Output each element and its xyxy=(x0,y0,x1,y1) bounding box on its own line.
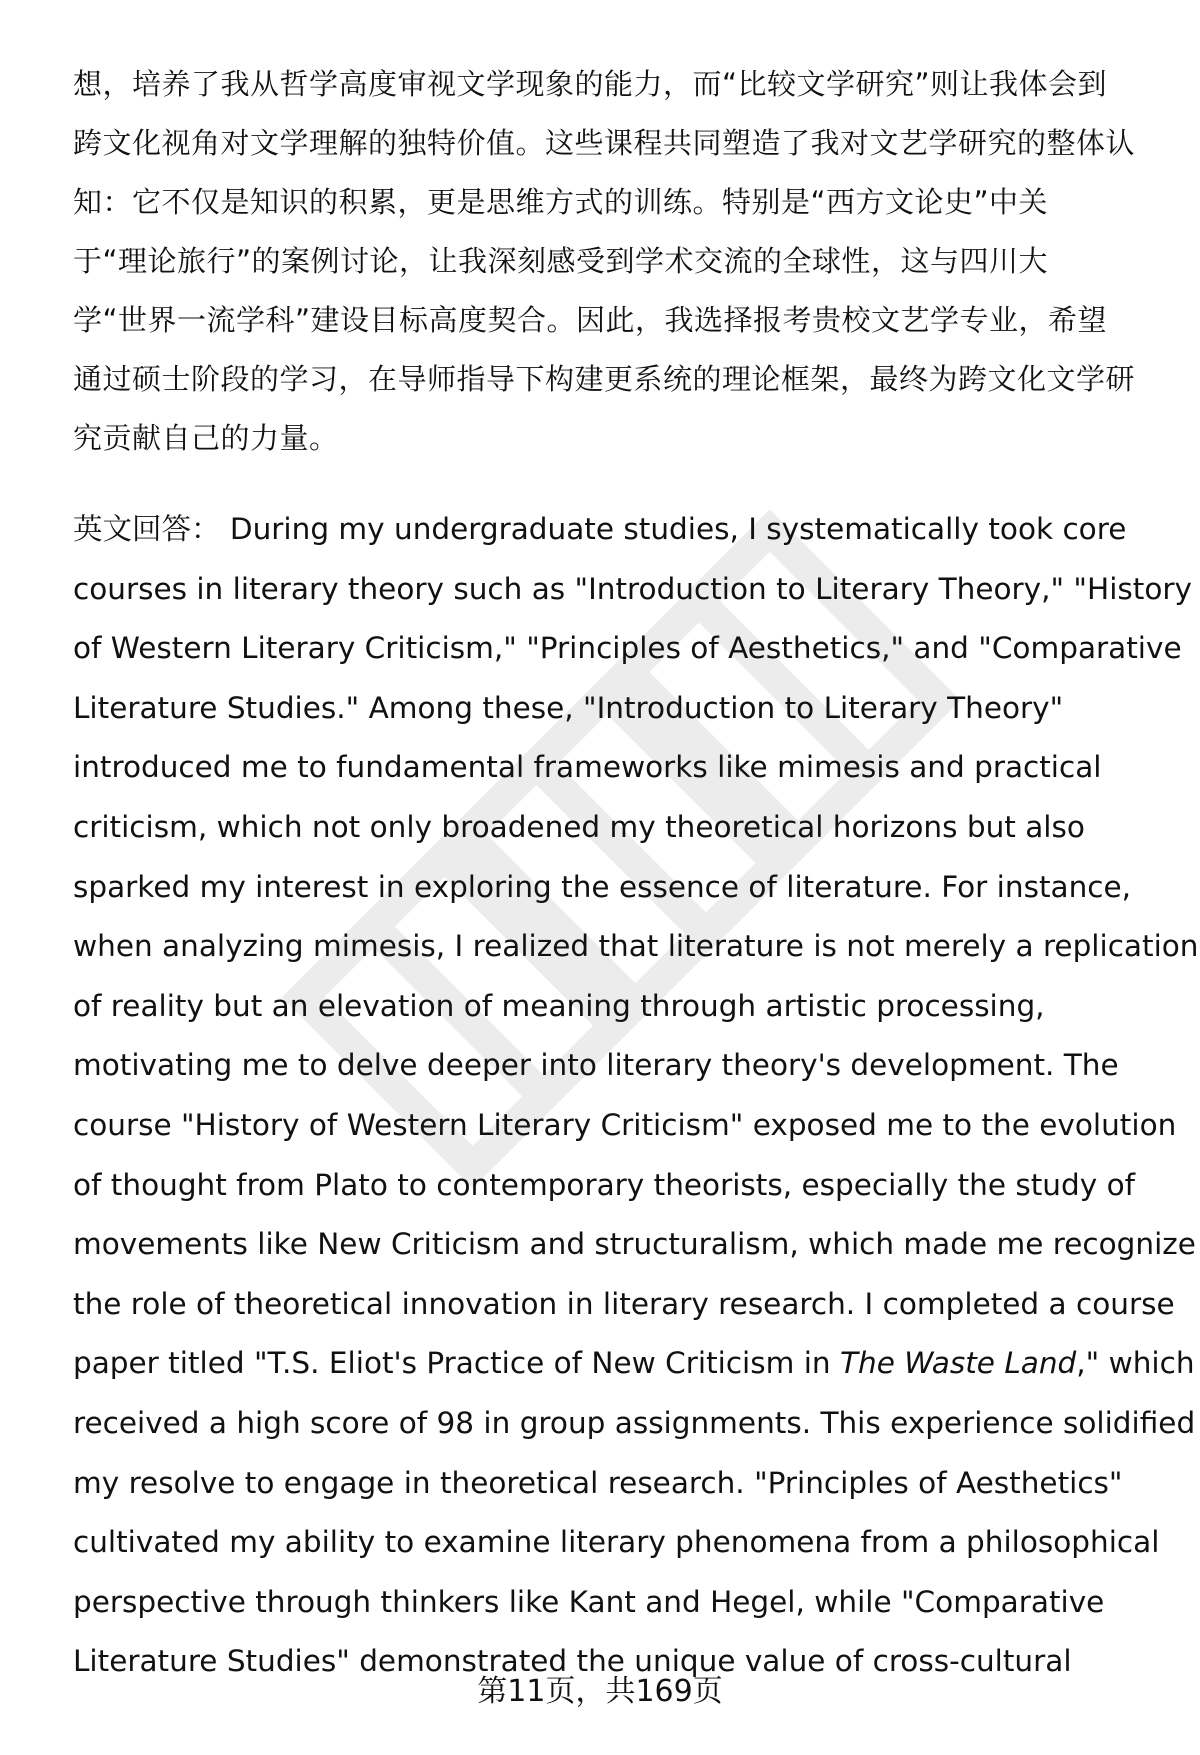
english-line: when analyzing mimesis, I realized that literature is not merely a replication xyxy=(73,929,1199,964)
english-line: introduced me to fundamental frameworks like mimesis and practical xyxy=(73,750,1102,785)
page-number-footer: 第11页，共169页 xyxy=(477,1674,723,1709)
chinese-line: 于“理论旅行”的案例讨论，让我深刻感受到学术交流的全球性，这与四川大 xyxy=(73,244,1049,278)
english-line: received a high score of 98 in group assignments. This experience solidified xyxy=(73,1405,1196,1440)
english-line: perspective through thinkers like Kant and Hegel, while "Comparative xyxy=(73,1584,1105,1619)
english-line: Literature Studies." Among these, "Introduction to Literary Theory" xyxy=(73,690,1064,725)
english-line: motivating me to delve deeper into literary theory's development. The xyxy=(73,1048,1119,1083)
english-line: my resolve to engage in theoretical research. "Principles of Aesthetics" xyxy=(73,1465,1123,1500)
work-title: The Waste Land xyxy=(840,1346,1077,1381)
english-answer-label: 英文回答： xyxy=(73,512,221,546)
chinese-line: 通过硕士阶段的学习，在导师指导下构建更系统的理论框架，最终为跨文化文学研 xyxy=(73,362,1136,396)
english-line-first xyxy=(73,500,1163,560)
english-line: of Western Literary Criticism," "Principles of Aesthetics," and "Comparative xyxy=(73,631,1182,666)
english-line: cultivated my ability to examine literary phenomena from a philosophical xyxy=(73,1525,1160,1560)
english-line: of reality but an elevation of meaning through artistic processing, xyxy=(73,988,1045,1023)
english-line: courses in literary theory such as "Introduction to Literary Theory," "History xyxy=(73,571,1192,606)
english-line: sparked my interest in exploring the essence of literature. For instance, xyxy=(73,869,1132,904)
english-line: Literature Studies" demonstrated the unique value of cross-cultural xyxy=(73,1644,1072,1679)
english-line: the role of theoretical innovation in literary research. I completed a course xyxy=(73,1286,1175,1321)
english-line-with-title xyxy=(73,1334,1195,1394)
chinese-line: 究贡献自己的力量。 xyxy=(73,421,339,455)
english-answer xyxy=(73,500,1199,1692)
chinese-line: 学“世界一流学科”建设目标高度契合。因此，我选择报考贵校文艺学专业，希望 xyxy=(73,303,1108,337)
chinese-paragraph xyxy=(73,55,1153,468)
english-line-text: paper titled "T.S. Eliot's Practice of New Criticism in xyxy=(73,1346,840,1381)
chinese-line: 跨文化视角对文学理解的独特价值。这些课程共同塑造了我对文艺学研究的整体认 xyxy=(73,126,1136,160)
english-line-text: During my undergraduate studies, I systematically took core xyxy=(220,512,1127,546)
english-line: criticism, which not only broadened my theoretical horizons but also xyxy=(73,809,1085,844)
english-line: course "History of Western Literary Criticism" exposed me to the evolution xyxy=(73,1107,1177,1142)
chinese-line: 知：它不仅是知识的积累，更是思维方式的训练。特别是“西方文论史”中关 xyxy=(73,185,1049,219)
english-line: movements like New Criticism and structuralism, which made me recognize xyxy=(73,1227,1196,1262)
english-line: of thought from Plato to contemporary theorists, especially the study of xyxy=(73,1167,1135,1202)
english-line-text: ," which xyxy=(1076,1346,1195,1381)
chinese-line: 想，培养了我从哲学高度审视文学现象的能力，而“比较文学研究”则让我体会到 xyxy=(73,67,1108,101)
